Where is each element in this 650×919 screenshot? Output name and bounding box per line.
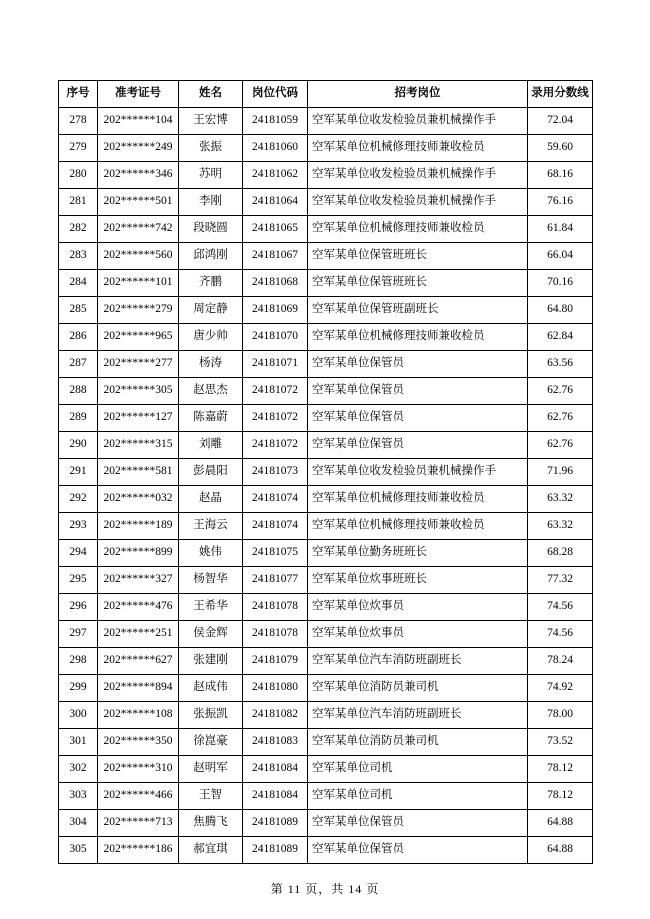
table-cell: 张振: [179, 135, 243, 162]
table-cell: 64.88: [528, 810, 593, 837]
table-cell: 空军某单位机械修理技师兼收检员: [308, 216, 528, 243]
table-cell: 空军某单位保管员: [308, 351, 528, 378]
table-cell: 62.76: [528, 405, 593, 432]
table-cell: 74.56: [528, 621, 593, 648]
table-cell: 202******186: [98, 837, 179, 864]
table-cell: 空军某单位保管员: [308, 432, 528, 459]
table-cell: 24181079: [243, 648, 308, 675]
table-cell: 空军某单位保管班班长: [308, 243, 528, 270]
table-cell: 空军某单位炊事员: [308, 621, 528, 648]
table-cell: 空军某单位保管员: [308, 810, 528, 837]
table-cell: 空军某单位机械修理技师兼收检员: [308, 135, 528, 162]
table-cell: 202******476: [98, 594, 179, 621]
table-cell: 24181068: [243, 270, 308, 297]
table-cell: 24181065: [243, 216, 308, 243]
table-cell: 空军某单位汽车消防班副班长: [308, 648, 528, 675]
table-cell: 62.84: [528, 324, 593, 351]
table-cell: 空军某单位收发检验员兼机械操作手: [308, 459, 528, 486]
table-cell: 杨智华: [179, 567, 243, 594]
table-row: [59, 837, 593, 864]
table-cell: 63.56: [528, 351, 593, 378]
table-cell: 278: [59, 108, 98, 135]
table-cell: 64.88: [528, 837, 593, 864]
table-cell: 邱鸿刚: [179, 243, 243, 270]
table-cell: 286: [59, 324, 98, 351]
table-cell: 空军某单位司机: [308, 756, 528, 783]
table-cell: 296: [59, 594, 98, 621]
table-cell: 305: [59, 837, 98, 864]
table-cell: 空军某单位保管班副班长: [308, 297, 528, 324]
table-cell: 空军某单位保管员: [308, 837, 528, 864]
table-cell: 空军某单位保管员: [308, 405, 528, 432]
table-cell: 73.52: [528, 729, 593, 756]
table-cell: 24181080: [243, 675, 308, 702]
table-cell: 59.60: [528, 135, 593, 162]
table-cell: 刘雕: [179, 432, 243, 459]
table-cell: 281: [59, 189, 98, 216]
table-cell: 287: [59, 351, 98, 378]
table-cell: 304: [59, 810, 98, 837]
table-cell: 202******899: [98, 540, 179, 567]
table-cell: 63.32: [528, 486, 593, 513]
table-row: [59, 297, 593, 324]
column-header: 招考岗位: [308, 81, 528, 108]
table-cell: 24181074: [243, 486, 308, 513]
table-cell: 苏明: [179, 162, 243, 189]
table-cell: 王海云: [179, 513, 243, 540]
table-cell: 赵晶: [179, 486, 243, 513]
table-cell: 空军某单位消防员兼司机: [308, 675, 528, 702]
table-cell: 202******305: [98, 378, 179, 405]
table-row: [59, 378, 593, 405]
table-cell: 王希华: [179, 594, 243, 621]
table-cell: 齐鹏: [179, 270, 243, 297]
table-cell: 24181069: [243, 297, 308, 324]
table-body: [59, 108, 593, 864]
table-cell: 24181071: [243, 351, 308, 378]
table-cell: 78.24: [528, 648, 593, 675]
table-cell: 202******101: [98, 270, 179, 297]
table-cell: 282: [59, 216, 98, 243]
table-cell: 292: [59, 486, 98, 513]
table-cell: 唐少帅: [179, 324, 243, 351]
table-cell: 202******315: [98, 432, 179, 459]
table-cell: 202******251: [98, 621, 179, 648]
table-cell: 202******965: [98, 324, 179, 351]
recruitment-score-table: [58, 80, 593, 864]
table-cell: 74.56: [528, 594, 593, 621]
table-row: [59, 729, 593, 756]
table-cell: 24181070: [243, 324, 308, 351]
table-row: [59, 783, 593, 810]
table-cell: 段晓圆: [179, 216, 243, 243]
table-cell: 280: [59, 162, 98, 189]
table-cell: 24181059: [243, 108, 308, 135]
table-cell: 空军某单位勤务班班长: [308, 540, 528, 567]
table-cell: 空军某单位司机: [308, 783, 528, 810]
table-row: [59, 594, 593, 621]
page-number-footer: 第 11 页，共 14 页: [270, 882, 380, 896]
table-cell: 空军某单位保管员: [308, 378, 528, 405]
table-cell: 姚伟: [179, 540, 243, 567]
table-row: [59, 621, 593, 648]
table-row: [59, 270, 593, 297]
table-cell: 赵思杰: [179, 378, 243, 405]
table-cell: 293: [59, 513, 98, 540]
table-cell: 202******108: [98, 702, 179, 729]
table-cell: 24181073: [243, 459, 308, 486]
table-cell: 杨涛: [179, 351, 243, 378]
table-cell: 24181083: [243, 729, 308, 756]
table-row: [59, 216, 593, 243]
table-cell: 285: [59, 297, 98, 324]
table-cell: 300: [59, 702, 98, 729]
table-cell: 空军某单位消防员兼司机: [308, 729, 528, 756]
table-cell: 202******466: [98, 783, 179, 810]
table-cell: 24181072: [243, 378, 308, 405]
table-cell: 68.16: [528, 162, 593, 189]
table-cell: 202******581: [98, 459, 179, 486]
table-row: [59, 108, 593, 135]
table-cell: 68.28: [528, 540, 593, 567]
table-cell: 63.32: [528, 513, 593, 540]
table-cell: 284: [59, 270, 98, 297]
column-header: 岗位代码: [243, 81, 308, 108]
table-cell: 77.32: [528, 567, 593, 594]
table-cell: 王宏博: [179, 108, 243, 135]
table-cell: 空军某单位收发检验员兼机械操作手: [308, 162, 528, 189]
table-cell: 76.16: [528, 189, 593, 216]
column-header: 姓名: [179, 81, 243, 108]
column-header: 序号: [59, 81, 98, 108]
table-cell: 289: [59, 405, 98, 432]
table-cell: 291: [59, 459, 98, 486]
table-header-row: [59, 81, 593, 108]
table-cell: 299: [59, 675, 98, 702]
table-row: [59, 162, 593, 189]
table-cell: 24181089: [243, 810, 308, 837]
table-cell: 侯金辉: [179, 621, 243, 648]
table-cell: 24181062: [243, 162, 308, 189]
table-cell: 202******713: [98, 810, 179, 837]
table-cell: 24181064: [243, 189, 308, 216]
table-row: [59, 702, 593, 729]
table-cell: 279: [59, 135, 98, 162]
table-cell: 空军某单位收发检验员兼机械操作手: [308, 189, 528, 216]
table-cell: 空军某单位汽车消防班副班长: [308, 702, 528, 729]
table-row: [59, 459, 593, 486]
table-cell: 24181075: [243, 540, 308, 567]
table-cell: 202******032: [98, 486, 179, 513]
table-cell: 郝宜琪: [179, 837, 243, 864]
table-cell: 74.92: [528, 675, 593, 702]
table-cell: 202******104: [98, 108, 179, 135]
table-row: [59, 540, 593, 567]
table-row: [59, 756, 593, 783]
table-cell: 周定静: [179, 297, 243, 324]
table-cell: 298: [59, 648, 98, 675]
table-cell: 赵成伟: [179, 675, 243, 702]
table-cell: 78.00: [528, 702, 593, 729]
table-cell: 张振凯: [179, 702, 243, 729]
table-cell: 202******346: [98, 162, 179, 189]
table-cell: 202******501: [98, 189, 179, 216]
table-row: [59, 513, 593, 540]
table-cell: 283: [59, 243, 98, 270]
table-cell: 202******327: [98, 567, 179, 594]
table-cell: 202******560: [98, 243, 179, 270]
table-cell: 空军某单位机械修理技师兼收检员: [308, 324, 528, 351]
table-cell: 24181084: [243, 756, 308, 783]
table-cell: 290: [59, 432, 98, 459]
table-row: [59, 486, 593, 513]
table-cell: 294: [59, 540, 98, 567]
table-cell: 24181072: [243, 432, 308, 459]
table-cell: 202******627: [98, 648, 179, 675]
table-cell: 空军某单位收发检验员兼机械操作手: [308, 108, 528, 135]
table-cell: 202******742: [98, 216, 179, 243]
table-cell: 24181089: [243, 837, 308, 864]
table-cell: 赵明军: [179, 756, 243, 783]
table-cell: 202******277: [98, 351, 179, 378]
table-cell: 24181082: [243, 702, 308, 729]
table-cell: 202******894: [98, 675, 179, 702]
table-cell: 301: [59, 729, 98, 756]
table-cell: 陈嘉蔚: [179, 405, 243, 432]
table-row: [59, 243, 593, 270]
table-cell: 202******249: [98, 135, 179, 162]
table-cell: 24181060: [243, 135, 308, 162]
table-row: [59, 567, 593, 594]
table-cell: 24181067: [243, 243, 308, 270]
table-cell: 焦腾飞: [179, 810, 243, 837]
table-cell: 徐崑豪: [179, 729, 243, 756]
table-cell: 295: [59, 567, 98, 594]
column-header: 录用分数线: [528, 81, 593, 108]
table-row: [59, 432, 593, 459]
table-cell: 空军某单位保管班班长: [308, 270, 528, 297]
table-row: [59, 189, 593, 216]
table-row: [59, 405, 593, 432]
table-cell: 62.76: [528, 432, 593, 459]
table-cell: 288: [59, 378, 98, 405]
table-cell: 71.96: [528, 459, 593, 486]
table-cell: 张建刚: [179, 648, 243, 675]
table-cell: 空军某单位炊事班班长: [308, 567, 528, 594]
table-cell: 202******279: [98, 297, 179, 324]
table-cell: 297: [59, 621, 98, 648]
table-cell: 64.80: [528, 297, 593, 324]
table-cell: 24181077: [243, 567, 308, 594]
table-cell: 72.04: [528, 108, 593, 135]
table-cell: 202******350: [98, 729, 179, 756]
table-row: [59, 675, 593, 702]
table-cell: 70.16: [528, 270, 593, 297]
table-cell: 78.12: [528, 783, 593, 810]
table-cell: 202******310: [98, 756, 179, 783]
table-cell: 202******189: [98, 513, 179, 540]
table-cell: 303: [59, 783, 98, 810]
table-cell: 空军某单位机械修理技师兼收检员: [308, 513, 528, 540]
table-cell: 66.04: [528, 243, 593, 270]
column-header: 准考证号: [98, 81, 179, 108]
table-row: [59, 351, 593, 378]
table-cell: 62.76: [528, 378, 593, 405]
table-cell: 24181074: [243, 513, 308, 540]
table-cell: 302: [59, 756, 98, 783]
table-cell: 王智: [179, 783, 243, 810]
table-cell: 61.84: [528, 216, 593, 243]
table-cell: 24181084: [243, 783, 308, 810]
table-cell: 空军某单位机械修理技师兼收检员: [308, 486, 528, 513]
table-row: [59, 135, 593, 162]
table-row: [59, 324, 593, 351]
table-cell: 空军某单位炊事员: [308, 594, 528, 621]
table-header: [59, 81, 593, 108]
table-row: [59, 648, 593, 675]
table-cell: 78.12: [528, 756, 593, 783]
table-cell: 24181078: [243, 594, 308, 621]
table-cell: 202******127: [98, 405, 179, 432]
table-cell: 24181078: [243, 621, 308, 648]
table-cell: 彭晨阳: [179, 459, 243, 486]
table-cell: 李刚: [179, 189, 243, 216]
table-row: [59, 810, 593, 837]
table-cell: 24181072: [243, 405, 308, 432]
